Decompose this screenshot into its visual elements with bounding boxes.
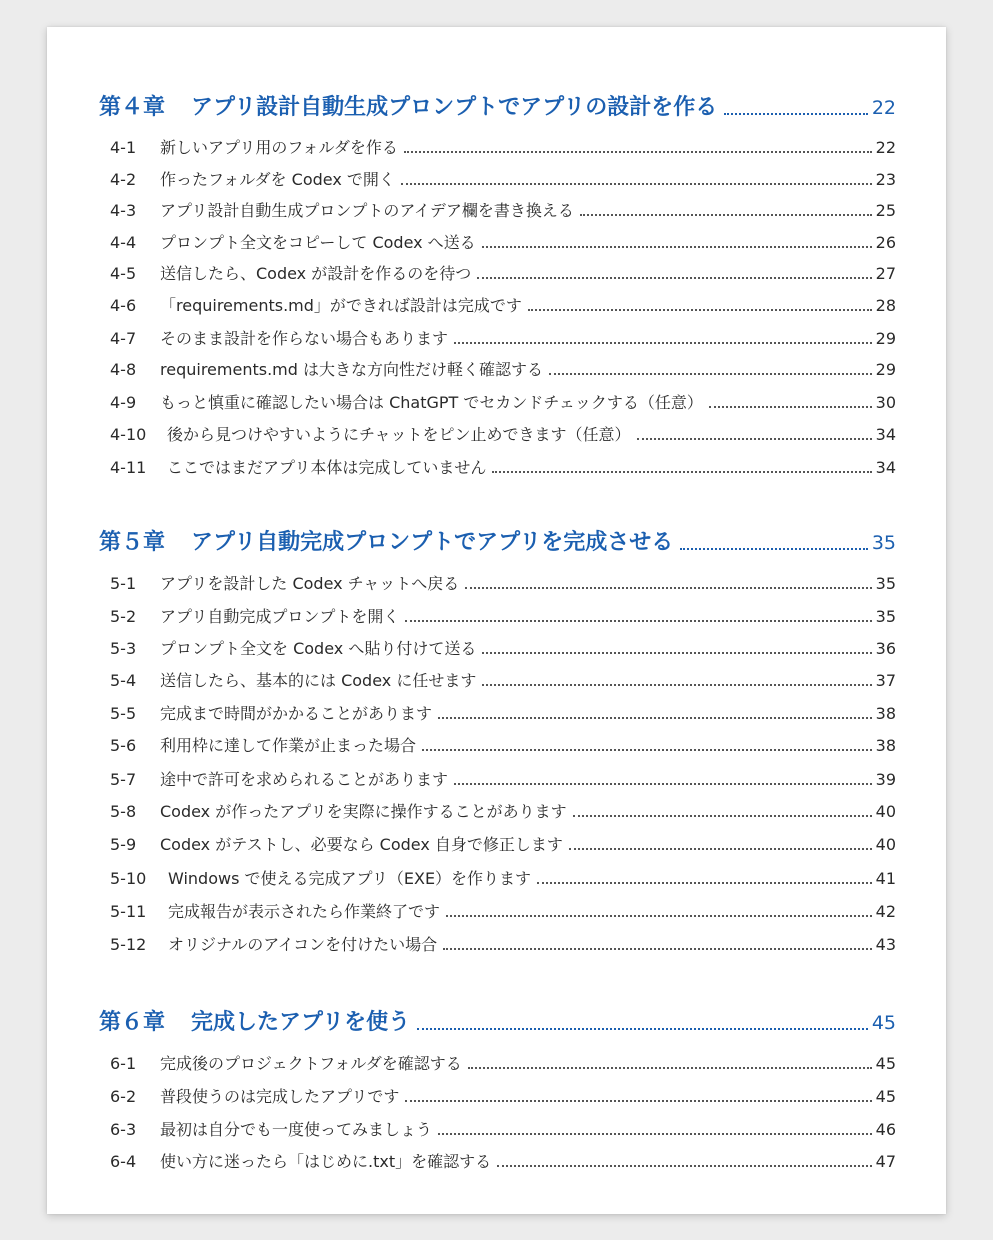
toc-page xyxy=(47,27,946,1214)
section-title: そのまま設計を作らない場合もあります xyxy=(160,329,449,348)
toc-entry[interactable] xyxy=(110,574,896,594)
section-page-number: 25 xyxy=(875,201,896,220)
section-page-number: 22 xyxy=(875,138,896,157)
section-title: アプリ設計自動生成プロンプトのアイデア欄を書き換える xyxy=(160,201,574,220)
section-number: 4-6 xyxy=(110,296,137,315)
section-title: オリジナルのアイコンを付けたい場合 xyxy=(168,935,438,954)
section-number: 6-4 xyxy=(110,1152,137,1171)
section-title: 「requirements.md」ができれば設計は完成です xyxy=(160,296,522,315)
dot-leader xyxy=(482,684,871,686)
dot-leader xyxy=(443,948,872,950)
toc-entry[interactable] xyxy=(110,869,896,889)
dot-leader xyxy=(477,277,871,279)
section-title: プロンプト全文をコピーして Codex へ送る xyxy=(160,233,476,252)
section-number: 4-1 xyxy=(110,138,137,157)
section-page-number: 40 xyxy=(875,802,896,821)
dot-leader xyxy=(680,548,868,550)
section-number: 6-2 xyxy=(110,1087,137,1106)
toc-entry[interactable] xyxy=(110,736,896,756)
section-number: 4-10 xyxy=(110,425,147,444)
section-title: プロンプト全文を Codex へ貼り付けて送る xyxy=(160,639,477,658)
section-title: Codex が作ったアプリを実際に操作することがあります xyxy=(160,802,567,821)
section-title: アプリを設計した Codex チャットへ戻る xyxy=(160,574,460,593)
toc-entry[interactable] xyxy=(110,639,896,659)
chapter-title: アプリ自動完成プロンプトでアプリを完成させる xyxy=(191,530,674,555)
section-number: 4-7 xyxy=(110,329,137,348)
section-number: 5-12 xyxy=(110,935,147,954)
section-title: 利用枠に達して作業が止まった場合 xyxy=(160,736,417,755)
section-title: 作ったフォルダを Codex で開く xyxy=(160,170,395,189)
dot-leader xyxy=(724,113,868,115)
section-title: requirements.md は大きな方向性だけ軽く確認する xyxy=(160,360,543,379)
section-page-number: 40 xyxy=(875,835,896,854)
section-title: 完成報告が表示されたら作業終了です xyxy=(168,902,441,921)
dot-leader xyxy=(573,815,872,817)
section-number: 5-4 xyxy=(110,671,137,690)
section-page-number: 45 xyxy=(875,1087,896,1106)
section-number: 5-7 xyxy=(110,770,137,789)
dot-leader xyxy=(422,749,872,751)
section-title: Codex がテストし、必要なら Codex 自身で修正します xyxy=(160,835,563,854)
section-number: 4-9 xyxy=(110,393,137,412)
section-title: アプリ自動完成プロンプトを開く xyxy=(160,607,400,626)
dot-leader xyxy=(497,1165,872,1167)
dot-leader xyxy=(454,342,872,344)
dot-leader xyxy=(404,151,872,153)
dot-leader xyxy=(417,1028,868,1030)
toc-entry[interactable] xyxy=(110,458,896,478)
section-page-number: 38 xyxy=(875,704,896,723)
section-title: 送信したら、Codex が設計を作るのを待つ xyxy=(160,264,472,283)
toc-entry[interactable] xyxy=(110,1120,896,1140)
section-page-number: 46 xyxy=(875,1120,896,1139)
chapter-number: 第４章 xyxy=(99,95,166,120)
section-number: 4-11 xyxy=(110,458,147,477)
section-page-number: 47 xyxy=(875,1152,896,1171)
section-number: 5-10 xyxy=(110,869,147,888)
section-title: 後から見つけやすいようにチャットをピン止めできます（任意） xyxy=(167,425,631,444)
section-number: 6-1 xyxy=(110,1054,137,1073)
section-title: 送信したら、基本的には Codex に任せます xyxy=(160,671,477,690)
toc-entry[interactable] xyxy=(110,902,896,922)
section-number: 4-8 xyxy=(110,360,137,379)
section-title: 普段使うのは完成したアプリです xyxy=(160,1087,400,1106)
chapter-page-number: 35 xyxy=(871,532,896,554)
toc-entry[interactable] xyxy=(110,1152,896,1172)
chapter-number: 第６章 xyxy=(99,1010,166,1035)
section-title: 最初は自分でも一度使ってみましょう xyxy=(160,1120,433,1139)
dot-leader xyxy=(465,587,871,589)
section-title: Windows で使える完成アプリ（EXE）を作ります xyxy=(168,869,532,888)
section-title: 完成後のプロジェクトフォルダを確認する xyxy=(160,1054,462,1073)
toc-entry[interactable] xyxy=(110,264,896,284)
section-number: 5-8 xyxy=(110,802,137,821)
section-page-number: 28 xyxy=(875,296,896,315)
toc-entry[interactable] xyxy=(110,1087,896,1107)
section-page-number: 37 xyxy=(875,671,896,690)
chapter-title: アプリ設計自動生成プロンプトでアプリの設計を作る xyxy=(191,95,718,120)
section-page-number: 27 xyxy=(875,264,896,283)
dot-leader xyxy=(446,915,872,917)
dot-leader xyxy=(709,406,872,408)
section-page-number: 29 xyxy=(875,329,896,348)
chapter-number: 第５章 xyxy=(99,530,166,555)
section-number: 4-3 xyxy=(110,201,137,220)
section-number: 5-3 xyxy=(110,639,137,658)
dot-leader xyxy=(549,373,872,375)
section-page-number: 36 xyxy=(875,639,896,658)
section-page-number: 38 xyxy=(875,736,896,755)
toc-entry[interactable] xyxy=(110,233,896,253)
section-title: 途中で許可を求められることがあります xyxy=(160,770,449,789)
toc-entry[interactable] xyxy=(110,671,896,691)
section-number: 5-2 xyxy=(110,607,137,626)
section-title: 使い方に迷ったら「はじめに.txt」を確認する xyxy=(160,1152,492,1171)
toc-entry[interactable] xyxy=(110,201,896,221)
dot-leader xyxy=(637,438,872,440)
section-page-number: 39 xyxy=(875,770,896,789)
chapter-heading[interactable] xyxy=(99,1010,896,1036)
toc-entry[interactable] xyxy=(110,393,896,413)
toc-entry[interactable] xyxy=(110,360,896,380)
section-page-number: 42 xyxy=(875,902,896,921)
section-number: 5-5 xyxy=(110,704,137,723)
section-number: 4-2 xyxy=(110,170,137,189)
section-page-number: 43 xyxy=(875,935,896,954)
toc-entry[interactable] xyxy=(110,296,896,316)
toc-entry[interactable] xyxy=(110,770,896,790)
dot-leader xyxy=(492,471,871,473)
section-number: 6-3 xyxy=(110,1120,137,1139)
toc-entry[interactable] xyxy=(110,138,896,158)
toc-entry[interactable] xyxy=(110,835,896,855)
toc-entry[interactable] xyxy=(110,935,896,955)
dot-leader xyxy=(468,1067,872,1069)
dot-leader xyxy=(580,214,872,216)
section-number: 5-6 xyxy=(110,736,137,755)
section-title: ここではまだアプリ本体は完成していません xyxy=(167,458,487,477)
toc-entry[interactable] xyxy=(110,425,896,445)
section-number: 5-9 xyxy=(110,835,137,854)
section-page-number: 30 xyxy=(875,393,896,412)
dot-leader xyxy=(482,246,872,248)
dot-leader xyxy=(438,1133,872,1135)
section-page-number: 35 xyxy=(875,607,896,626)
section-number: 4-5 xyxy=(110,264,137,283)
chapter-title: 完成したアプリを使う xyxy=(191,1010,411,1035)
chapter-page-number: 22 xyxy=(871,97,896,119)
dot-leader xyxy=(405,620,871,622)
section-page-number: 35 xyxy=(875,574,896,593)
section-title: 新しいアプリ用のフォルダを作る xyxy=(160,138,398,157)
dot-leader xyxy=(569,848,872,850)
toc-entry[interactable] xyxy=(110,329,896,349)
section-title: もっと慎重に確認したい場合は ChatGPT でセカンドチェックする（任意） xyxy=(160,393,703,412)
section-page-number: 29 xyxy=(875,360,896,379)
section-page-number: 45 xyxy=(875,1054,896,1073)
section-page-number: 26 xyxy=(875,233,896,252)
chapter-heading[interactable] xyxy=(99,530,896,556)
toc-entry[interactable] xyxy=(110,704,896,724)
section-page-number: 41 xyxy=(875,869,896,888)
dot-leader xyxy=(405,1100,871,1102)
dot-leader xyxy=(401,183,872,185)
dot-leader xyxy=(438,717,872,719)
dot-leader xyxy=(482,652,871,654)
toc-entry[interactable] xyxy=(110,802,896,822)
chapter-page-number: 45 xyxy=(871,1012,896,1034)
dot-leader xyxy=(537,882,872,884)
chapter-heading[interactable] xyxy=(99,95,896,121)
section-page-number: 34 xyxy=(875,425,896,444)
section-number: 5-1 xyxy=(110,574,137,593)
toc-entry[interactable] xyxy=(110,170,896,190)
section-page-number: 34 xyxy=(875,458,896,477)
section-number: 4-4 xyxy=(110,233,137,252)
toc-entry[interactable] xyxy=(110,1054,896,1074)
dot-leader xyxy=(528,309,872,311)
dot-leader xyxy=(454,783,872,785)
section-number: 5-11 xyxy=(110,902,147,921)
toc-entry[interactable] xyxy=(110,607,896,627)
section-page-number: 23 xyxy=(875,170,896,189)
section-title: 完成まで時間がかかることがあります xyxy=(160,704,433,723)
